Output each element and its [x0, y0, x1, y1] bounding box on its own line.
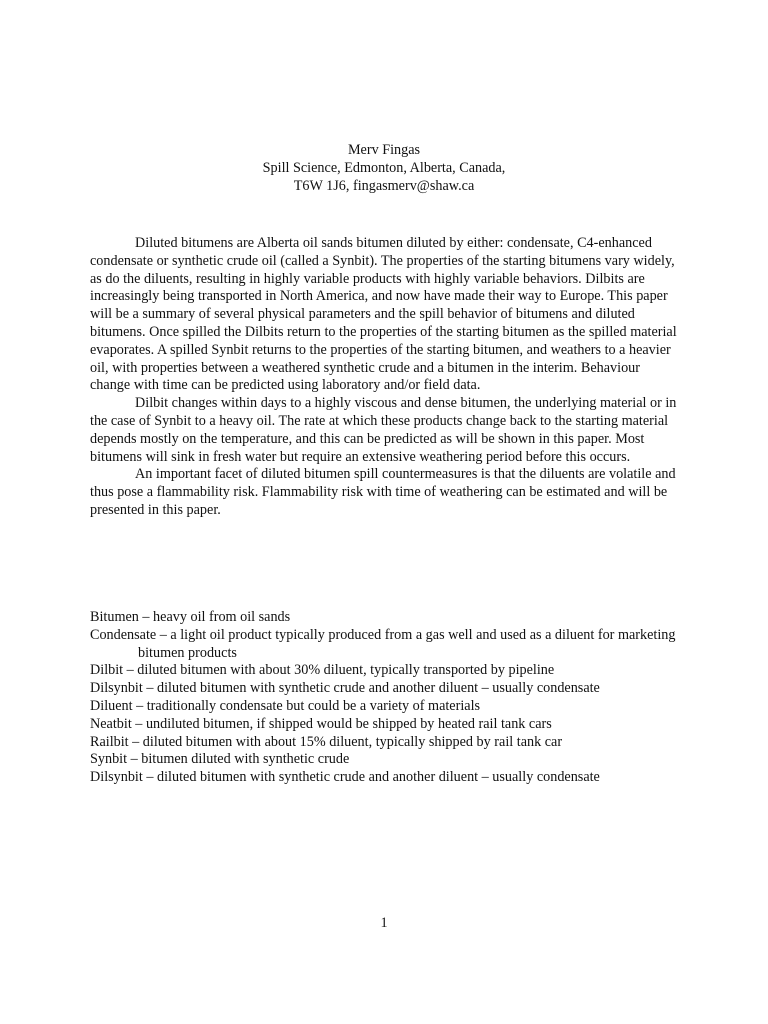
glossary-item: Railbit – diluted bitumen with about 15% diluent, typically shipped by rail tank car [90, 733, 563, 750]
author-name: Merv Fingas [347, 142, 421, 158]
glossary-item: Dilsynbit – diluted bitumen with synthetic crude and another diluent – usually condensate [90, 769, 600, 786]
author-affiliation: Spill Science, Edmonton, Alberta, Canada, [262, 160, 506, 176]
glossary-item: Neatbit – undiluted bitumen, if shipped would be shipped by heated rail tank cars [90, 715, 552, 732]
author-contact: T6W 1J6, fingasmerv@shaw.ca [293, 178, 475, 194]
glossary-item: Dilbit – diluted bitumen with about 30% diluent, typically transported by pipeline [90, 662, 555, 679]
abstract-paragraph: Dilbit changes within days to a highly viscous and dense bitumen, the underlying material or in the case of Synbit to a heavy oil. The rate at which these products change back to the starting material depends mostly on the temperature, and this can be predicted as will be shown in this paper. Most bitumens will sink in fresh water but require an extensive weathering period before this occurs. [90, 395, 677, 465]
abstract-paragraph: Diluted bitumens are Alberta oil sands bitumen diluted by either: condensate, C4-enhanced condensate or synthetic crude oil (called a Synbit). The properties of the starting bitumens vary widely, as do the diluents, resulting in highly variable products with highly variable behaviors. Dilbits are increasingly being transported in North America, and now have made their way to Europe. This paper will be a summary of several physical parameters and the spill behavior of bitumens and diluted bitumens. Once spilled the Dilbits return to the properties of the starting bitumen as the spilled material evaporates. A spilled Synbit returns to the properties of the starting bitumen, and weathers to a heavier oil, with properties between a weathered synthetic crude and a bitumen in the interim. Behaviour change with time can be predicted using laboratory and/or field data. [90, 235, 677, 394]
author-block [0, 141, 768, 195]
glossary-item: Condensate – a light oil product typically produced from a gas well and used as a diluent for marketing bitumen products [90, 626, 676, 661]
glossary-item: Dilsynbit – diluted bitumen with synthetic crude and another diluent – usually condensate [90, 680, 600, 697]
page-number: 1 [380, 915, 388, 931]
glossary-item: Bitumen – heavy oil from oil sands [90, 609, 291, 625]
glossary-item: Diluent – traditionally condensate but could be a variety of materials [90, 697, 481, 714]
glossary-list [90, 609, 690, 787]
abstract-paragraph: An important facet of diluted bitumen spill countermeasures is that the diluents are volatile and thus pose a flammability risk. Flammability risk with time of weathering can be estimated and will be presented in this paper. [90, 466, 676, 518]
glossary-item: Synbit – bitumen diluted with synthetic crude [90, 751, 350, 768]
abstract [90, 235, 682, 520]
